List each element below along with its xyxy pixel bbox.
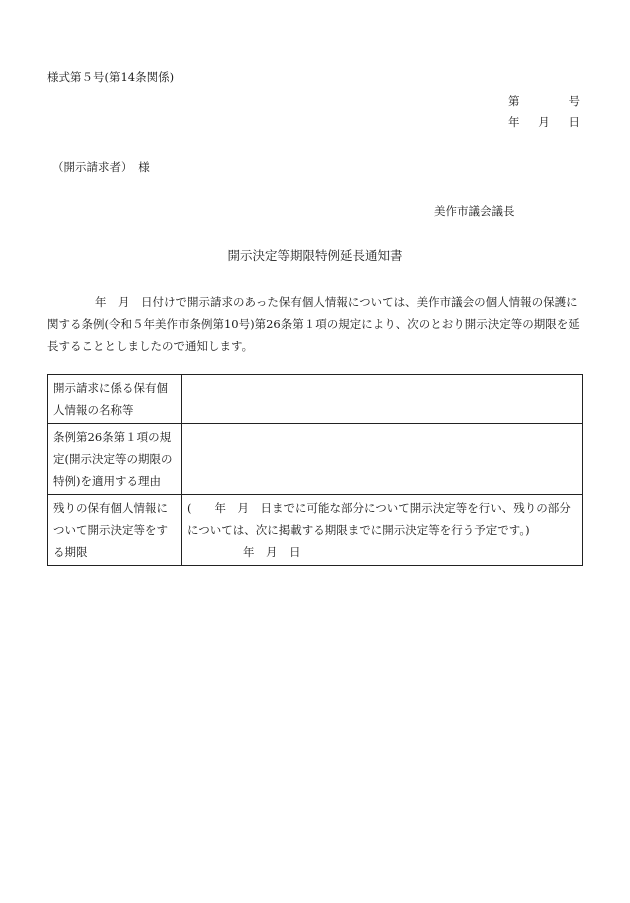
table-row (48, 495, 583, 566)
table-row (48, 424, 583, 495)
row-value (182, 375, 583, 424)
row-label: 条例第26条第１項の規定(開示決定等の期限の特例)を適用する理由 (48, 424, 182, 495)
issue-date-month: 月 (538, 115, 550, 129)
row-label: 残りの保有個人情報について開示決定等をする期限 (48, 495, 182, 566)
notice-paragraph: 年 月 日付けで開示請求のあった保有個人情報については、美作市議会の個人情報の保護に関する条例(令和５年美作市条例第10号)第26条第１項の規定により、次のとおり開示決定等の期限を延長することとしましたので通知します。 (47, 295, 580, 353)
document-number-suffix: 号 (568, 94, 580, 108)
document-title: 開示決定等期限特例延長通知書 (227, 248, 403, 263)
row-value (182, 424, 583, 495)
form-number: 様式第５号(第14条関係) (47, 70, 175, 84)
row-value (182, 495, 583, 566)
issue-date-year: 年 (508, 115, 520, 129)
recipient: （開示請求者） 様 (52, 160, 150, 174)
issue-date (508, 114, 580, 130)
table-row (48, 375, 583, 424)
issue-date-day: 日 (568, 115, 580, 129)
deadline-date: 年 月 日 (243, 545, 301, 559)
row-label: 開示請求に係る保有個人情報の名称等 (48, 375, 182, 424)
info-table (47, 374, 583, 566)
deadline-note: ( 年 月 日までに可能な部分について開示決定等を行い、残りの部分については、次に掲載する期限までに開示決定等を行う予定です。) (187, 501, 571, 537)
notice-body (47, 291, 587, 357)
document-number (508, 93, 580, 109)
document-number-prefix: 第 (508, 94, 520, 108)
sender: 美作市議会議長 (434, 204, 515, 218)
